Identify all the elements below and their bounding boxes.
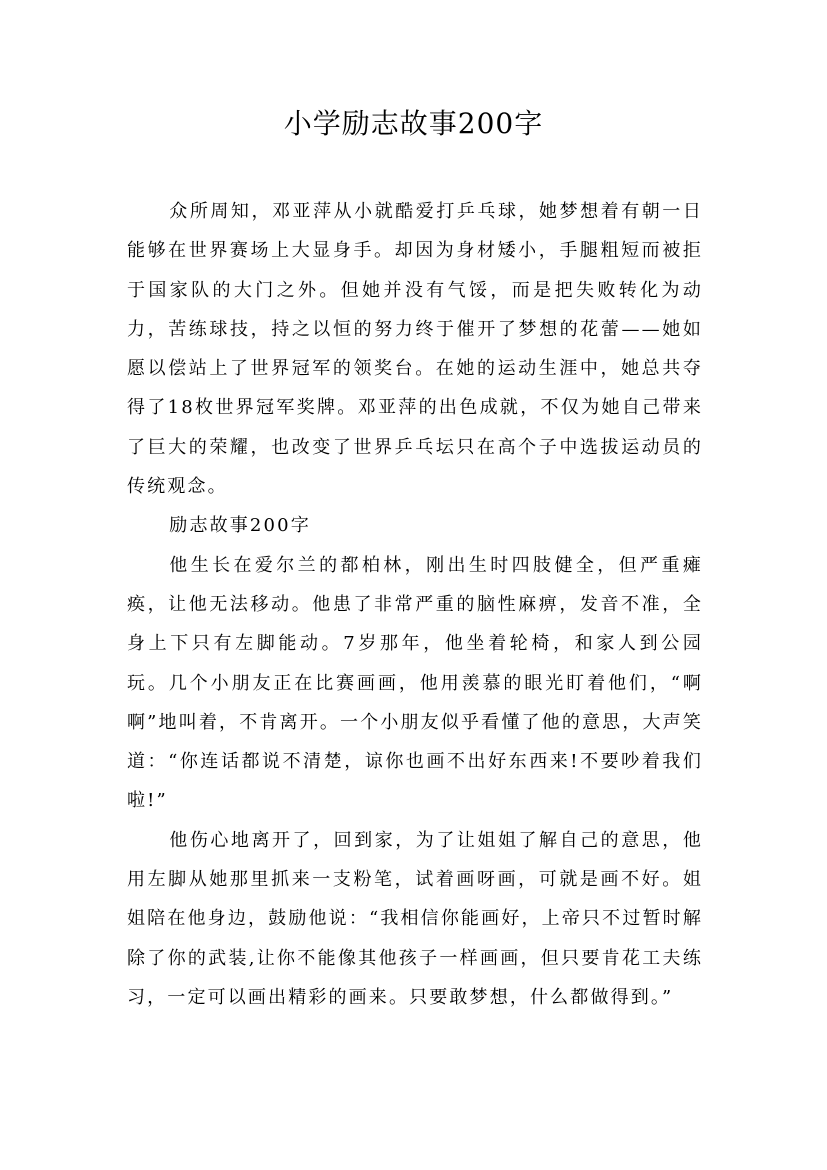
paragraph-deng-yaping: 众所周知，邓亚萍从小就酷爱打乒乓球，她梦想着有朝一日能够在世界赛场上大显身手。却因为身材矮小，手腿粗短而被拒于国家队的大门之外。但她并没有气馁，而是把失败转化为动力，苦练球技，持之以恒的努力终于催开了梦想的花蕾——她如愿以偿站上了世界冠军的领奖台。在她的运动生涯中，她总共夺得了18枚世界冠军奖牌。邓亚萍的出色成就，不仅为她自己带来了巨大的荣耀，也改变了世界乒乓坛只在高个子中选拔运动员的传统观念。: [127, 201, 703, 498]
page-title: 小学励志故事200字: [283, 107, 544, 140]
document-body: [127, 192, 703, 1017]
section-heading: 励志故事200字: [169, 515, 311, 537]
paragraph-sister-encouragement: 他伤心地离开了，回到家，为了让姐姐了解自己的意思，他用左脚从她那里抓来一支粉笔，试着画呀画，可就是画不好。姐姐陪在他身边，鼓励他说：“我相信你能画好，上帝只不过暂时解除了你的武装,让你不能像其他孩子一样画画，但只要肯花工夫练习，一定可以画出精彩的画来。只要敢梦想，什么都做得到。”: [127, 829, 703, 1008]
paragraph-dublin-boy: 他生长在爱尔兰的都柏林，刚出生时四肢健全，但严重瘫痪，让他无法移动。他患了非常严重的脑性麻痹，发音不准，全身上下只有左脚能动。7岁那年，他坐着轮椅，和家人到公园玩。几个小朋友正在比赛画画，他用羡慕的眼光盯着他们，“啊啊”地叫着，不肯离开。一个小朋友似乎看懂了他的意思，大声笑道：“你连话都说不清楚，谅你也画不出好东西来!不要吵着我们啦!”: [127, 554, 703, 812]
